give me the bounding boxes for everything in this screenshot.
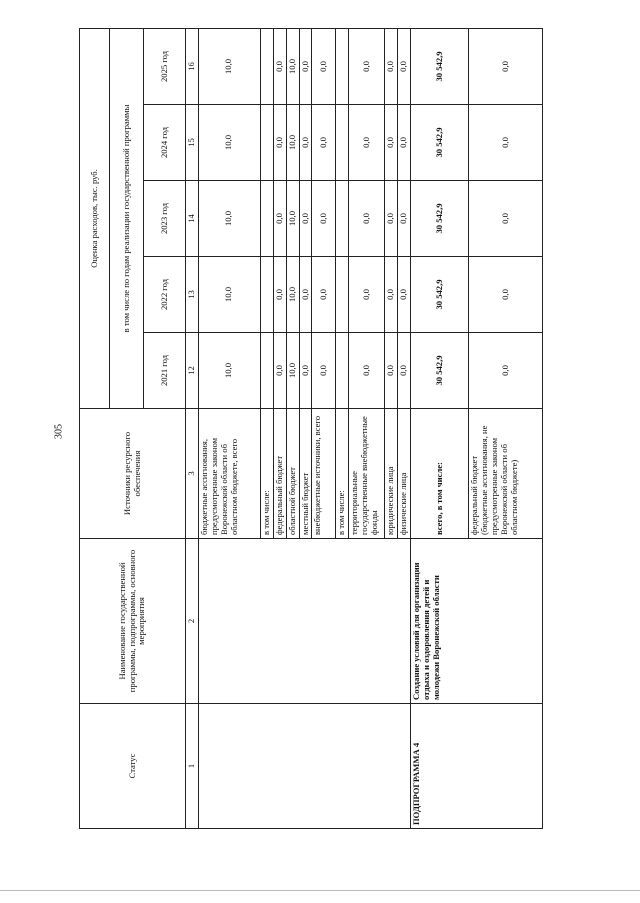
value-cell: 0,0	[385, 333, 398, 409]
name-cell-empty	[198, 539, 410, 704]
source-cell: юридические лица	[385, 409, 398, 539]
value-cell: 0,0	[273, 333, 286, 409]
header-name: Наименование государственной программы, подпрограммы, основного мероприятия	[80, 539, 186, 704]
header-status: Статус	[80, 704, 186, 829]
value-cell: 0,0	[299, 257, 312, 333]
value-cell: 0,0	[299, 333, 312, 409]
value-cell	[336, 105, 349, 181]
bottom-rule	[0, 890, 640, 891]
value-cell: 30 542,9	[411, 28, 469, 104]
status-cell-empty	[198, 704, 410, 829]
source-cell: всего, в том числе:	[411, 409, 469, 539]
value-cell: 10,0	[198, 257, 260, 333]
value-cell: 0,0	[299, 105, 312, 181]
value-cell: 10,0	[286, 257, 299, 333]
header-by-years: в том числе по годам реализации государственной программы	[110, 28, 144, 408]
budget-table	[79, 28, 543, 829]
value-cell: 0,0	[312, 257, 336, 333]
value-cell: 0,0	[385, 257, 398, 333]
source-cell: бюджетные ассигнования, предусмотренные законом Воронежской области об областном бюджете, всего	[198, 409, 260, 539]
value-cell	[336, 257, 349, 333]
value-cell: 0,0	[385, 28, 398, 104]
value-cell: 10,0	[286, 181, 299, 257]
value-cell: 0,0	[349, 181, 385, 257]
value-cell: 0,0	[469, 257, 543, 333]
value-cell	[336, 333, 349, 409]
value-cell: 0,0	[398, 181, 411, 257]
col-number: 2	[186, 539, 199, 704]
header-source: Источники ресурсного обеспечения	[80, 409, 186, 539]
header-year: 2021 год	[144, 333, 186, 409]
value-cell: 10,0	[198, 105, 260, 181]
value-cell: 0,0	[273, 181, 286, 257]
value-cell: 0,0	[273, 105, 286, 181]
source-cell: территориальные государственные внебюджетные фонды	[349, 409, 385, 539]
value-cell: 0,0	[398, 28, 411, 104]
budget-table-rotated	[79, 29, 541, 829]
value-cell: 30 542,9	[411, 333, 469, 409]
value-cell: 0,0	[349, 257, 385, 333]
value-cell	[260, 28, 273, 104]
value-cell: 10,0	[198, 28, 260, 104]
value-cell: 0,0	[273, 28, 286, 104]
value-cell: 0,0	[398, 105, 411, 181]
value-cell: 0,0	[349, 28, 385, 104]
header-estimate: Оценка расходов, тыс. руб.	[80, 28, 110, 408]
value-cell	[260, 333, 273, 409]
value-cell: 10,0	[198, 181, 260, 257]
subprogram-status: ПОДПРОГРАММА 4	[411, 704, 543, 829]
value-cell: 10,0	[286, 333, 299, 409]
col-number: 13	[186, 257, 199, 333]
source-cell: внебюджетные источники, всего	[312, 409, 336, 539]
value-cell: 30 542,9	[411, 105, 469, 181]
value-cell: 0,0	[273, 257, 286, 333]
source-cell: федеральный бюджет	[273, 409, 286, 539]
value-cell: 0,0	[469, 105, 543, 181]
source-cell: областной бюджет	[286, 409, 299, 539]
value-cell: 0,0	[469, 28, 543, 104]
value-cell: 10,0	[286, 28, 299, 104]
source-cell: местный бюджет	[299, 409, 312, 539]
col-number: 16	[186, 28, 199, 104]
value-cell: 30 542,9	[411, 257, 469, 333]
value-cell: 0,0	[385, 181, 398, 257]
source-cell: в том числе:	[260, 409, 273, 539]
value-cell: 0,0	[312, 105, 336, 181]
value-cell	[260, 181, 273, 257]
page-number: 305	[53, 424, 65, 439]
value-cell: 0,0	[349, 105, 385, 181]
value-cell	[336, 28, 349, 104]
col-number: 14	[186, 181, 199, 257]
source-cell: физические лица	[398, 409, 411, 539]
col-number: 15	[186, 105, 199, 181]
value-cell: 0,0	[398, 257, 411, 333]
value-cell: 0,0	[469, 333, 543, 409]
header-year: 2024 год	[144, 105, 186, 181]
value-cell: 0,0	[469, 181, 543, 257]
value-cell: 0,0	[398, 333, 411, 409]
col-number: 12	[186, 333, 199, 409]
value-cell: 10,0	[198, 333, 260, 409]
source-cell: в том числе:	[336, 409, 349, 539]
header-year: 2022 год	[144, 257, 186, 333]
value-cell: 0,0	[312, 28, 336, 104]
subprogram-name: Создание условий для организации отдыха и оздоровления детей и молодежи Воронежской области	[411, 539, 543, 704]
value-cell: 0,0	[349, 333, 385, 409]
value-cell: 30 542,9	[411, 181, 469, 257]
value-cell: 0,0	[299, 181, 312, 257]
header-year: 2025 год	[144, 28, 186, 104]
value-cell: 0,0	[312, 333, 336, 409]
value-cell: 10,0	[286, 105, 299, 181]
source-cell: федеральный бюджет (бюджетные ассигнования, не предусмотренные законом Воронежской области об областном бюджете)	[469, 409, 543, 539]
header-year: 2023 год	[144, 181, 186, 257]
col-number: 1	[186, 704, 199, 829]
value-cell: 0,0	[385, 105, 398, 181]
value-cell	[260, 105, 273, 181]
value-cell: 0,0	[312, 181, 336, 257]
col-number: 3	[186, 409, 199, 539]
value-cell	[260, 257, 273, 333]
value-cell	[336, 181, 349, 257]
value-cell: 0,0	[299, 28, 312, 104]
